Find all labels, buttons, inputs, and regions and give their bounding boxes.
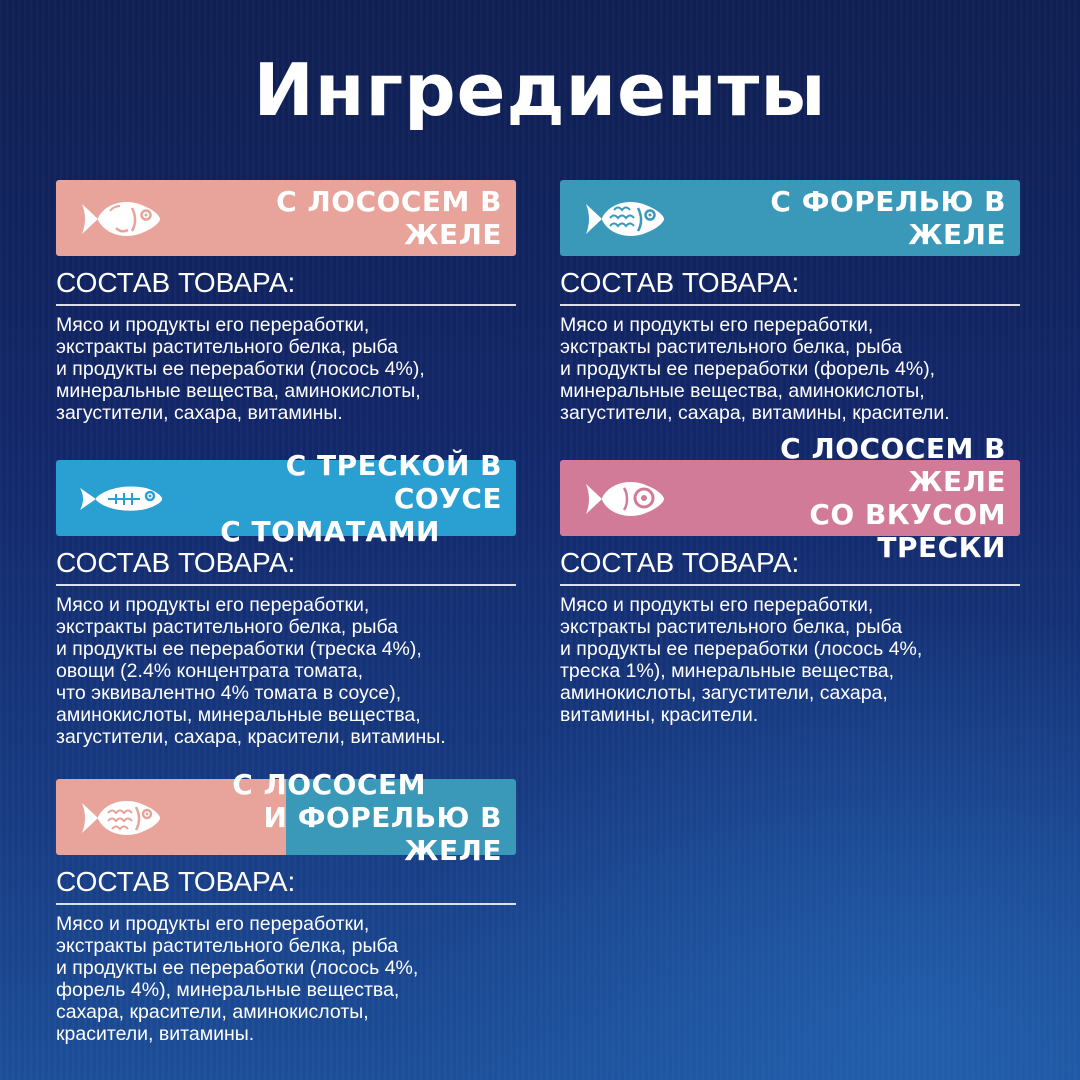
banner-label-line1: С ЛОСОСЕМ В ЖЕЛЕ: [780, 432, 1006, 498]
banner-label-line2: С ТОМАТАМИ: [220, 514, 440, 548]
product-card-trout-jelly: [560, 180, 1020, 424]
fish-icon: [580, 468, 670, 528]
banner-label-line1: С ЛОСОСЕМ: [232, 767, 426, 801]
product-banner: [56, 448, 516, 548]
product-banner: [560, 180, 1020, 256]
composition-heading: СОСТАВ ТОВАРА:: [56, 266, 516, 306]
fish-icon: [76, 787, 166, 847]
banner-label-line1: С ТРЕСКОЙ В СОУСЕ: [285, 448, 502, 515]
page-title: Ингредиенты: [253, 48, 827, 132]
composition-heading: СОСТАВ ТОВАРА:: [560, 546, 1020, 586]
banner-label-line1: С ЛОСОСЕМ В ЖЕЛЕ: [276, 185, 502, 251]
banner-label: [680, 180, 1006, 256]
composition-text: Мясо и продукты его переработки, экстракты растительного белка, рыба и продукты ее переработки (лосось 4%), минеральные вещества, аминокислоты, загустители, сахара, витамины.: [56, 314, 425, 424]
product-card-cod-tomato-sauce: [56, 448, 516, 748]
fish-icon: [580, 188, 670, 248]
product-banner: [56, 767, 516, 867]
banner-label: [176, 448, 502, 548]
banner-label-line2: И ФОРЕЛЬЮ В ЖЕЛЕ: [263, 800, 502, 867]
product-banner: [56, 180, 516, 256]
composition-text: Мясо и продукты его переработки, экстракты растительного белка, рыба и продукты ее переработки (треска 4%), овощи (2.4% концентрата томата, что эквивалентно 4% томата в соусе), аминокислоты, минеральные вещества, загустители, сахара, красители, витамины.: [56, 594, 446, 748]
fish-icon: [76, 468, 166, 528]
banner-label: [176, 767, 502, 867]
product-card-salmon-jelly: [56, 180, 516, 424]
product-card-salmon-cod-flavor: [560, 432, 1020, 726]
banner-label-line2: СО ВКУСОМ ТРЕСКИ: [809, 498, 1006, 564]
composition-heading: СОСТАВ ТОВАРА:: [56, 546, 516, 586]
banner-label: [176, 180, 502, 256]
composition-heading: СОСТАВ ТОВАРА:: [56, 865, 516, 905]
composition-text: Мясо и продукты его переработки, экстракты растительного белка, рыба и продукты ее переработки (лосось 4%, форель 4%), минеральные вещества, сахара, красители, аминокислоты, красители, витамины.: [56, 913, 419, 1045]
composition-heading: СОСТАВ ТОВАРА:: [560, 266, 1020, 306]
composition-text: Мясо и продукты его переработки, экстракты растительного белка, рыба и продукты ее переработки (лосось 4%, треска 1%), минеральные вещества, аминокислоты, загустители, сахара, витамины, красители.: [560, 594, 923, 726]
banner-label: [680, 432, 1006, 564]
fish-icon: [76, 188, 166, 248]
banner-label-line1: С ФОРЕЛЬЮ В ЖЕЛЕ: [770, 185, 1006, 251]
product-card-salmon-trout-jelly: [56, 767, 516, 1045]
composition-text: Мясо и продукты его переработки, экстракты растительного белка, рыба и продукты ее переработки (форель 4%), минеральные вещества, аминокислоты, загустители, сахара, витамины, красители.: [560, 314, 950, 424]
